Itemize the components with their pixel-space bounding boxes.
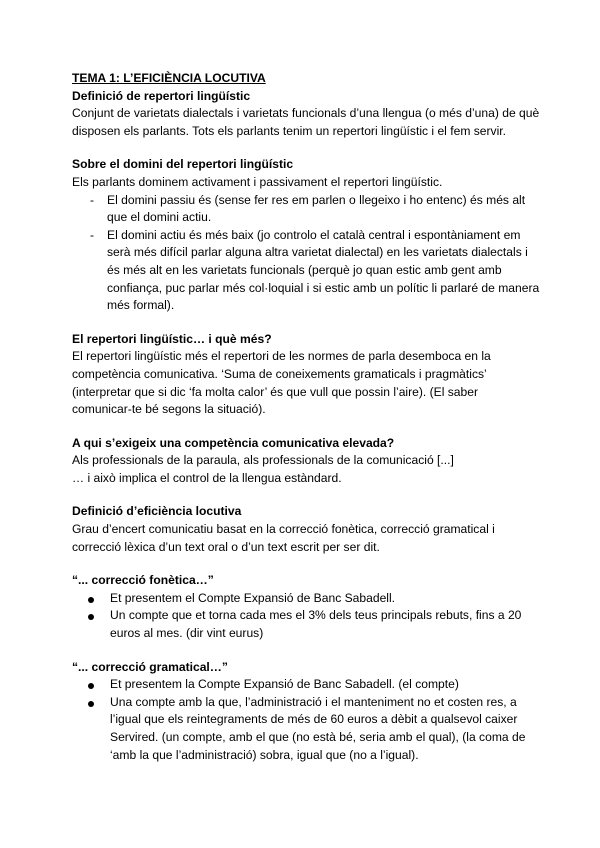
list-item-text: Un compte que et torna cada mes el 3% dels teus principals rebuts, fins a 20 euros al mes. (dir vint eurus) [110,608,522,641]
paragraph: Als professionals de la paraula, als professionals de la comunicació [...] [72,453,454,468]
bullet-marker [88,614,94,620]
list-item-text: Et presentem la Compte Expansió de Banc Sabadell. (el compte) [110,677,459,692]
paragraph: … i això implica el control de la llengua estàndard. [72,470,342,485]
list-item [72,192,540,227]
list-item [72,227,540,315]
dash-list [72,192,540,315]
section-repertori-definicio [72,88,540,141]
paragraph: El repertori lingüístic més el repertori de les normes de parla desemboca en la competència comunicativa. ‘Suma de coneixements gramaticals i pragmàtics’ (interpretar que si dic ‘fa molta calor’ és que vull que possin l’aire). (El saber comunicar-te bé segons la situació). [72,349,491,417]
bullet-list [72,676,540,764]
section-heading: Sobre el domini del repertori lingüístic [72,157,294,172]
list-item-text: Una compte amb la que, l’administració i el manteniment no et costen res, a l’igual que els reintegraments de més de 60 euros a dèbit a qualsevol caixer Servired. (un compte, amb el que (no està bé, seria amb el qual), (la coma de ‘amb la que l’administració) sobra, igual que (no a l’igual). [110,694,526,762]
list-item [72,694,540,764]
list-item-text: El domini actiu és més baix (jo controlo el català central i espontàniament em serà més difícil parlar alguna altra varietat dialectal) en les varietats dialectals i és més alt en les varietats funcionals (perquè jo quan estic amb gent amb confiança, puc parlar més col·loquial i si estic amb un polític li parlaré de manera més formal). [107,227,540,313]
section-heading: A qui s’exigeix una competència comunicativa elevada? [72,435,395,450]
list-item [72,590,540,608]
section-heading: Definició de repertori lingüístic [72,88,251,103]
paragraph: Conjunt de varietats dialectals i varietats funcionals d’una llengua (o més d’una) de què disposen els parlants. Tots els parlants tenim un repertori lingüístic i el fem servir. [72,106,540,138]
section-repertori-i-que-mes [72,331,540,419]
list-item [72,676,540,694]
section-correccio-gramatical [72,659,540,765]
list-item-text: El domini passiu és (sense fer res em parlen o llegeixo i ho entenc) és més alt que el domini actiu. [107,192,526,225]
section-competencia-elevada [72,435,540,488]
bullet-list [72,590,540,643]
list-item-text: Et presentem el Compte Expansió de Banc Sabadell. [110,590,396,605]
section-heading: “... correcció gramatical…” [72,659,228,674]
paragraph: Els parlants dominem activament i passivament el repertori lingüístic. [72,174,443,189]
bullet-marker [88,683,94,689]
section-heading: “... correcció fonètica…” [72,573,214,588]
bullet-marker [88,597,94,603]
dash-marker: - [90,227,95,242]
bullet-marker [88,701,94,707]
section-correccio-fonetica [72,572,540,642]
paragraph: Grau d’encert comunicatiu basat en la correcció fonètica, correcció gramatical i correcció lèxica d’un text oral o d’un text escrit per ser dit. [72,522,495,554]
dash-marker: - [90,192,95,207]
section-heading: El repertori lingüístic… i què més? [72,331,272,346]
section-heading: Definició d’eficiència locutiva [72,504,242,519]
document-title: TEMA 1: L’EFICIÈNCIA LOCUTIVA [72,71,266,85]
section-eficiencia-definicio [72,503,540,556]
list-item [72,607,540,642]
section-domini-repertori [72,156,540,314]
